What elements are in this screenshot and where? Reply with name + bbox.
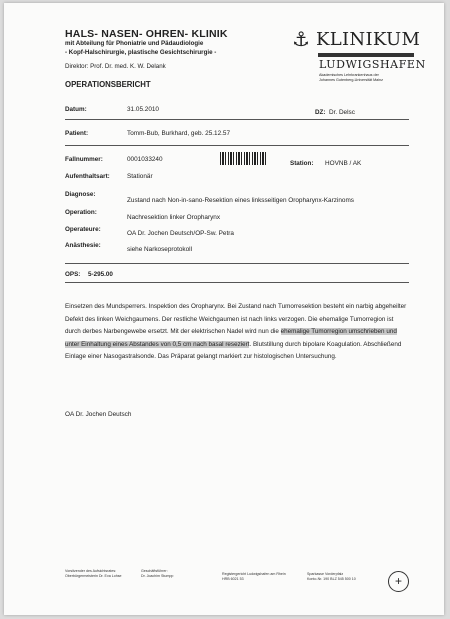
divider [65, 263, 409, 264]
operateure-value: OA Dr. Jochen Deutsch/OP-Sw. Petra [127, 230, 234, 237]
divider [65, 119, 409, 120]
footer-management [141, 569, 173, 578]
divider [65, 145, 409, 146]
logo-tagline-line: Akademisches Lehrkrankenhaus der [319, 73, 379, 77]
footer-line: Geschäftsführer: [141, 569, 168, 573]
clinic-subtitle [65, 40, 216, 57]
body-text: Einsetzen des Mundsperrers. Inspektion des Oropharynx. Bei Zustand nach Tumorresektion besteht ein narbig abgeheilter Defekt des linken Weichgaumens. Der restliche Weichgaumen ist nach links verzogen. Die ehemalige Tumorregion ist durch derbes Narbengewebe ersetzt. Mit der elektrischen Nadel wird nun die [65, 303, 407, 336]
patient-label: Patient: [65, 130, 89, 137]
footer-register [222, 572, 286, 581]
fallnummer-value: 0001033240 [127, 156, 163, 163]
fallnummer-label: Fallnummer: [65, 156, 103, 163]
datum-label: Datum: [65, 106, 87, 113]
document-page [4, 3, 444, 615]
footer-line: Dr. Joachim Stumpp [141, 573, 174, 578]
operation-label: Operation: [65, 209, 97, 216]
patient-value: Tomm-Bub, Burkhard, geb. 25.12.57 [127, 130, 231, 137]
dz-label: DZ: [315, 109, 326, 116]
operateure-label: Operateure: [65, 226, 101, 233]
footer-line: Oberbürgermeisterin Dr. Eva Lohse [65, 573, 122, 578]
barcode [220, 152, 266, 165]
signature: OA Dr. Jochen Deutsch [65, 411, 132, 418]
diagnose-label: Diagnose: [65, 191, 96, 198]
footer-line: Konto-Nr. 190 BLZ 545 500 10 [307, 576, 356, 581]
clinic-subtitle-line: - Kopf-Halschirurgie, plastische Gesichtschirurgie - [65, 48, 217, 56]
dz-value: Dr. Delsc [329, 109, 355, 116]
footer-line: Vorsitzender des Aufsichtsrates: [65, 569, 117, 573]
footer-line: Registergericht Ludwigshafen am Rhein [222, 572, 286, 576]
aufenthaltsart-value: Stationär [127, 173, 153, 180]
station-label: Station: [290, 160, 314, 167]
highlighted-text: ehemalige Tumorregion umschrieben und unter Einhaltung eines Abstandes von 0,5 cm nach basal reseziert [65, 328, 397, 348]
aufenthaltsart-label: Aufenthaltsart: [65, 173, 110, 180]
logo-tagline-line: Johannes Gutenberg-Universität Mainz [319, 77, 383, 82]
clinic-subtitle-line: mit Abteilung für Phoniatrie und Pädaudiologie [65, 40, 204, 47]
cross-circle-icon: + [388, 571, 409, 592]
body-text: . Blutstillung durch bipolare Koagulation. Abschließend Einlage einer Nasogastralsonde. Das Präparat gelangt markiert zur histologischen Untersuchung. [65, 340, 402, 361]
report-title: OPERATIONSBERICHT [65, 80, 151, 89]
clinic-title: HALS- NASEN- OHREN- KLINIK [65, 28, 228, 40]
report-body [65, 301, 407, 364]
anaesthesie-label: Anästhesie: [65, 242, 101, 249]
anaesthesie-value: siehe Narkoseprotokoll [127, 246, 193, 253]
footer-line: HRB 6021 53 [222, 576, 244, 581]
anchor-icon: ⚓ [292, 27, 310, 51]
logo-city: LUDWIGSHAFEN [319, 58, 426, 71]
director-line: Direktor: Prof. Dr. med. K. W. Delank [65, 63, 166, 70]
ops-code: 5-295.00 [88, 271, 113, 278]
footer-bank [307, 572, 356, 581]
station-value: HOVNB / AK [325, 160, 362, 167]
diagnose-value: Zustand nach Non-in-sano-Resektion eines linksseitigen Oropharynx-Karzinoms [127, 197, 354, 204]
operation-value: Nachresektion linker Oropharynx [127, 214, 221, 221]
klinikum-logo [292, 19, 426, 99]
logo-band [318, 53, 414, 57]
ops-label: OPS: [65, 271, 81, 278]
datum-value: 31.05.2010 [127, 106, 159, 113]
logo-wordmark: KLINIKUM [316, 29, 421, 50]
logo-tagline [319, 73, 417, 82]
footer-line: Sparkasse Vorderpfalz [307, 572, 344, 576]
footer-supervisory-board [65, 569, 122, 578]
divider [65, 282, 409, 283]
